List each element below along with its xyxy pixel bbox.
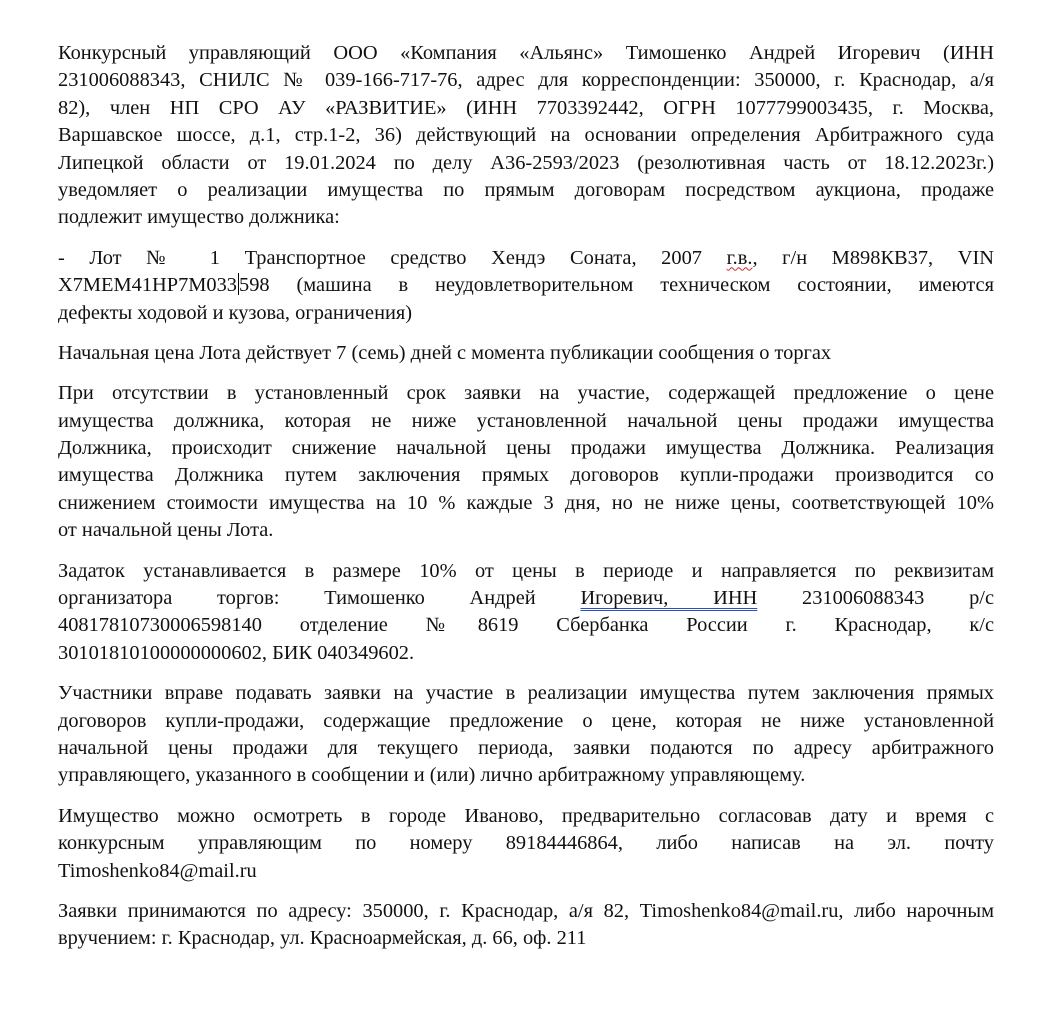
- text-line: имущества должника, которая не ниже установленной начальной цены продажи имущества: [58, 409, 994, 432]
- text-line: управляющего, указанного в сообщении и (или) лично арбитражному управляющему.: [58, 764, 806, 787]
- paragraph-lot-description: [58, 245, 994, 327]
- paragraph-initial-price: [58, 340, 994, 367]
- text-segment: , г/н М898КВ37, VIN: [752, 246, 994, 269]
- text-line: При отсутствии в установленный срок заявки на участие, содержащей предложение о цене: [58, 382, 994, 405]
- text-line: 30101810100000000602, БИК 040349602.: [58, 641, 415, 664]
- text-line: договоров купли-продажи, содержащие предложение о цене, которая не ниже установленной: [58, 709, 994, 732]
- paragraph-deposit: [58, 558, 994, 668]
- text-line: Начальная цена Лота действует 7 (семь) дней с момента публикации сообщения о торгах: [58, 341, 832, 364]
- text-line: подлежит имущество должника:: [58, 206, 340, 229]
- text-segment: X7MEM41HP7M033: [58, 274, 238, 297]
- text-line: Конкурсный управляющий ООО «Компания «Альянс» Тимошенко Андрей Игоревич (ИНН: [58, 42, 994, 64]
- text-line: от начальной цены Лота.: [58, 519, 274, 542]
- text-segment: организатора торгов: Тимошенко Андрей: [58, 587, 581, 610]
- paragraph-manager-notice: [58, 40, 994, 232]
- text-line: 231006088343, СНИЛС № 039-166-717-76, адрес для корреспонденции: 350000, г. Краснодар, а/я: [58, 69, 994, 92]
- text-line: Имущество можно осмотреть в городе Иваново, предварительно согласовав дату и время с: [58, 804, 994, 827]
- text-segment: - Лот № 1 Транспортное средство Хендэ Соната, 2007: [58, 246, 727, 269]
- text-line: Должника, происходит снижение начальной цены продажи имущества Должника. Реализация: [58, 437, 994, 460]
- paragraph-price-reduction: [58, 380, 994, 544]
- text-line: [58, 585, 994, 612]
- text-line: конкурсным управляющим по номеру 89184446864, либо написав на эл. почту: [58, 832, 994, 855]
- paragraph-inspection: [58, 803, 994, 885]
- text-line: Заявки принимаются по адресу: 350000, г. Краснодар, а/я 82, Timoshenko84@mail.ru, либо нарочным: [58, 899, 994, 922]
- text-line: уведомляет о реализации имущества по прямым договорам посредством аукциона, продаже: [58, 178, 994, 201]
- text-line: вручением: г. Краснодар, ул. Красноармейская, д. 66, оф. 211: [58, 927, 587, 950]
- text-line: [58, 272, 994, 299]
- text-line: 40817810730006598140 отделение №8619 Сбербанка России г. Краснодар, к/с: [58, 614, 994, 637]
- email-text: Timoshenko84@mail.ru: [58, 859, 257, 882]
- text-line: Задаток устанавливается в размере 10% от цены в периоде и направляется по реквизитам: [58, 559, 994, 582]
- text-line: Варшавское шоссе, д.1, стр.1-2, 36) действующий на основании определения Арбитражного суда: [58, 124, 994, 147]
- text-line: имущества Должника путем заключения прямых договоров купли-продажи производится со: [58, 464, 994, 487]
- text-line: Участники вправе подавать заявки на участие в реализации имущества путем заключения прямых: [58, 682, 994, 705]
- grammar-error-mark[interactable]: Игоревич, ИНН: [580, 587, 758, 610]
- text-line: дефекты ходовой и кузова, ограничения): [58, 301, 413, 324]
- text-line: Липецкой области от 19.01.2024 по делу А36-2593/2023 (резолютивная часть от 18.12.2023г.): [58, 151, 994, 174]
- text-line: снижением стоимости имущества на 10 % каждые 3 дня, но не ниже цены, соответствующей 10%: [58, 491, 994, 514]
- text-segment: 231006088343 р/с: [757, 587, 994, 610]
- paragraph-applications: [58, 898, 994, 953]
- paragraph-participants: [58, 680, 994, 790]
- text-segment: 598 (машина в неудовлетворительном техническом состоянии, имеются: [239, 274, 994, 297]
- spelling-error-mark[interactable]: г.в.: [726, 246, 753, 269]
- text-line: 82), член НП СРО АУ «РАЗВИТИЕ» (ИНН 7703392442, ОГРН 1077799003435, г. Москва,: [58, 96, 994, 119]
- text-line: [58, 245, 994, 272]
- text-line: начальной цены продажи для текущего периода, заявки подаются по адресу арбитражного: [58, 736, 994, 759]
- document-page: [58, 40, 994, 966]
